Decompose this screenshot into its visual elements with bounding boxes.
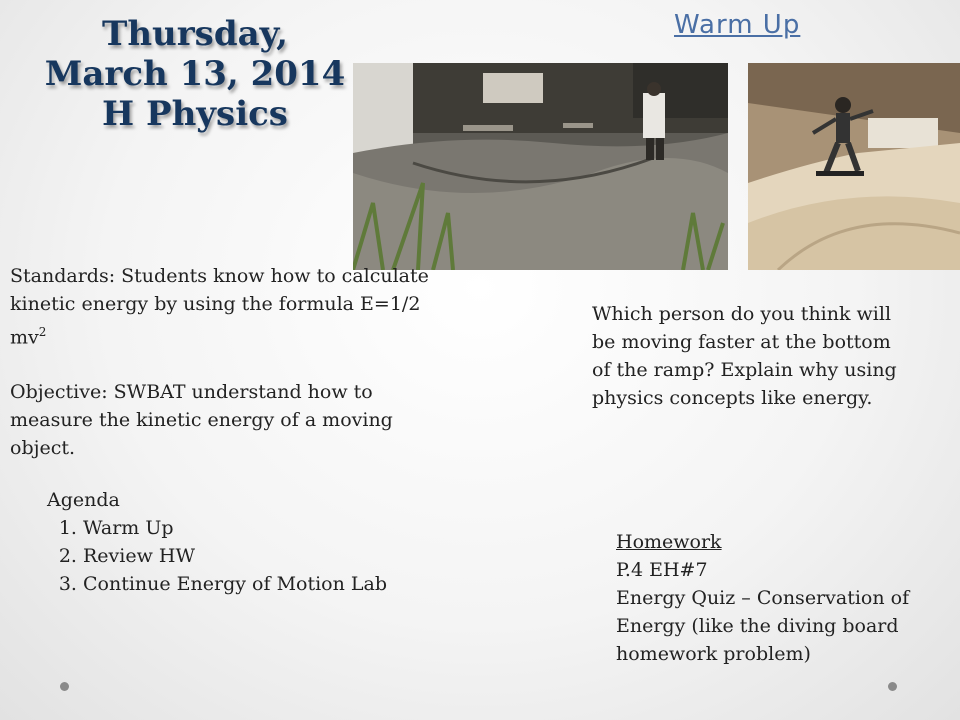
warm-up-question: Which person do you think will be moving faster at the bottom of the ramp? Explain why using physics concepts like energy.: [592, 303, 897, 409]
slide-title: [40, 14, 350, 134]
warm-up-link[interactable]: Warm Up: [674, 10, 801, 40]
homework: [616, 528, 936, 668]
skate-ramp-photo: [748, 63, 960, 270]
title-line-date: March 13, 2014: [44, 54, 346, 94]
footer-dot-right: [888, 682, 897, 691]
homework-line: Energy Quiz – Conservation of Energy (like the diving board homework problem): [616, 587, 910, 665]
agenda-item: 3. Continue Energy of Motion Lab: [83, 570, 387, 598]
agenda-heading: Agenda: [47, 489, 120, 511]
skate-bowl-photo: [353, 63, 728, 270]
homework-line: P.4 EH#7: [616, 559, 708, 581]
title-line-date-day: Thursday,: [102, 14, 288, 54]
objective-text: Objective: SWBAT understand how to measure the kinetic energy of a moving object.: [10, 381, 393, 459]
title-line-course: H Physics: [102, 94, 288, 134]
agenda: [47, 486, 387, 598]
agenda-list: [47, 514, 387, 598]
formula-exponent: 2: [38, 325, 47, 339]
footer-dot-left: [60, 682, 69, 691]
agenda-item: 2. Review HW: [83, 542, 387, 570]
homework-heading: Homework: [616, 531, 722, 553]
standards-text: [10, 262, 430, 351]
agenda-item: 1. Warm Up: [83, 514, 387, 542]
standards-body: Standards: Students know how to calculate kinetic energy by using the formula E=1/2 mv: [10, 265, 429, 349]
